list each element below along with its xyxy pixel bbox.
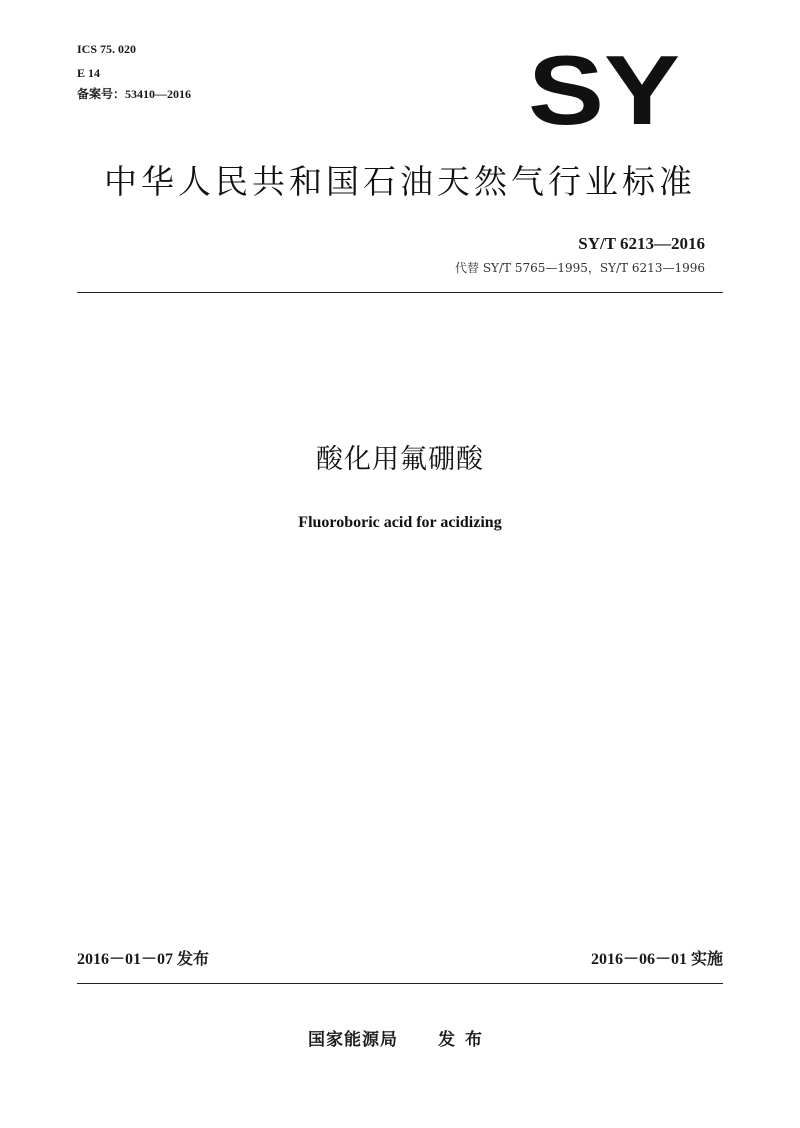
- issuer-action: 发布: [438, 1030, 492, 1050]
- issuer-line: [0, 1027, 800, 1053]
- top-divider: [77, 292, 723, 293]
- ics-code: ICS 75. 020: [77, 42, 137, 56]
- effective-date: 2016－06－01 实施: [590, 951, 723, 968]
- issue-date: 2016－01－07 发布: [77, 951, 210, 968]
- ccs-code: E 14: [77, 66, 101, 80]
- document-title-english: Fluoroboric acid for acidizing: [298, 514, 502, 531]
- bottom-divider: [77, 983, 723, 984]
- filing-number: 备案号：53410—2016: [77, 87, 192, 101]
- sy-logo: SY: [528, 36, 681, 146]
- issuer-name: 国家能源局: [308, 1030, 398, 1050]
- standard-replaces: 代替 SY/T 5765—1995，SY/T 6213—1996: [455, 261, 705, 275]
- standard-number: SY/T 6213—2016: [578, 234, 705, 253]
- organization-title: 中华人民共和国石油天然气行业标准: [104, 162, 696, 201]
- document-title-chinese: 酸化用氟硼酸: [316, 444, 484, 475]
